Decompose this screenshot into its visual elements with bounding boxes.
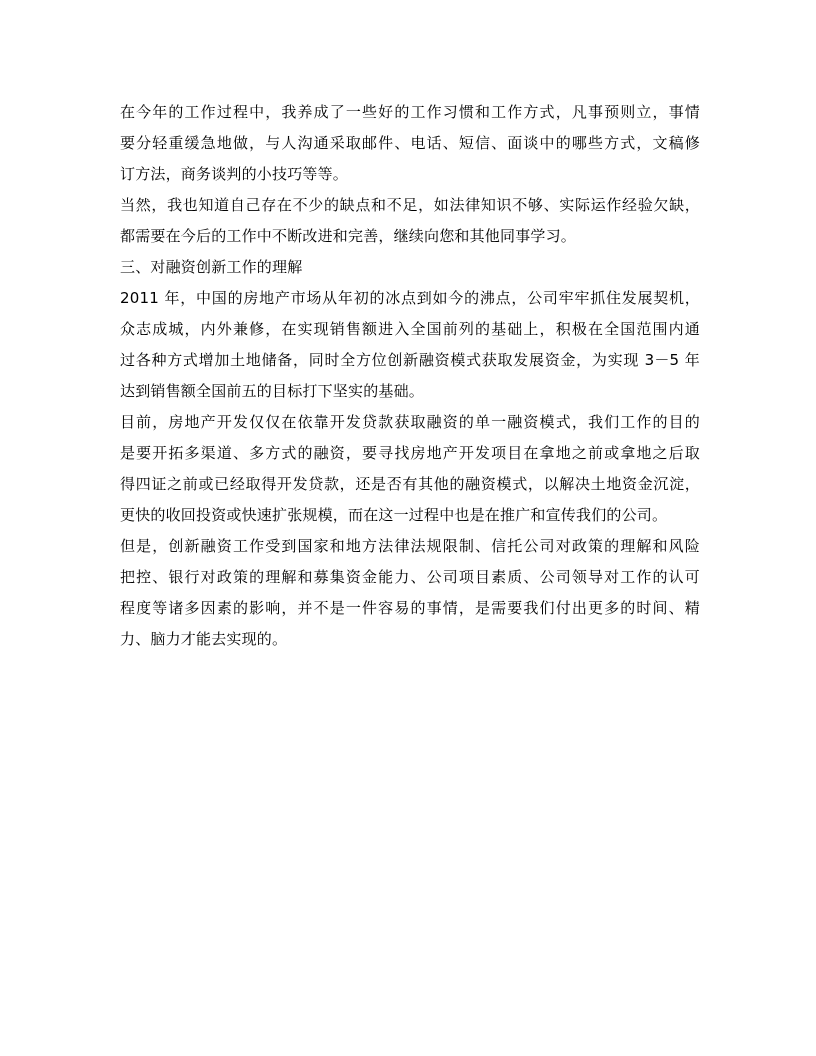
text-line: 得四证之前或已经取得开发贷款，还是否有其他的融资模式，以解决土地资金沉淀， [120,475,700,493]
text-line: 当然，我也知道自己存在不少的缺点和不足，如法律知识不够、实际运作经验欠缺， [120,196,700,214]
section-heading-text: 三、对融资创新工作的理解 [120,258,303,276]
paragraph-shortcomings [120,190,700,252]
document-body [120,97,700,655]
text-line: 更快的收回投资或快速扩张规模，而在这一过程中也是在推广和宣传我们的公司。 [120,506,668,524]
text-line: 程度等诸多因素的影响，并不是一件容易的事情，是需要我们付出更多的时间、精 [120,599,700,617]
text-line: 在今年的工作过程中，我养成了一些好的工作习惯和工作方式，凡事预则立，事情 [120,103,700,121]
text-line: 过各种方式增加土地储备，同时全方位创新融资模式获取发展资金，为实现 3－5 年 [120,351,700,369]
paragraph-challenges [120,531,700,655]
paragraph-financing-goal [120,407,700,531]
text-line: 力、脑力才能去实现的。 [120,630,288,648]
text-line: 目前，房地产开发仅仅在依靠开发贷款获取融资的单一融资模式，我们工作的目的 [120,413,700,431]
text-line: 把控、银行对政策的理解和募集资金能力、公司项目素质、公司领导对工作的认可 [120,568,700,586]
section-heading [120,252,700,283]
text-line: 是要开拓多渠道、多方式的融资，要寻找房地产开发项目在拿地之前或拿地之后取 [120,444,700,462]
text-line: 达到销售额全国前五的目标打下坚实的基础。 [120,382,425,400]
paragraph-work-habits [120,97,700,190]
text-line: 要分轻重缓急地做，与人沟通采取邮件、电话、短信、面谈中的哪些方式，文稿修 [120,134,700,152]
text-line: 都需要在今后的工作中不断改进和完善，继续向您和其他同事学习。 [120,227,577,245]
paragraph-market-2011 [120,283,700,407]
text-line: 2011 年，中国的房地产市场从年初的冰点到如今的沸点，公司牢牢抓住发展契机， [120,289,700,307]
text-line: 订方法，商务谈判的小技巧等等。 [120,165,349,183]
text-line: 众志成城，内外兼修，在实现销售额进入全国前列的基础上，积极在全国范围内通 [120,320,700,338]
text-line: 但是，创新融资工作受到国家和地方法律法规限制、信托公司对政策的理解和风险 [120,537,700,555]
